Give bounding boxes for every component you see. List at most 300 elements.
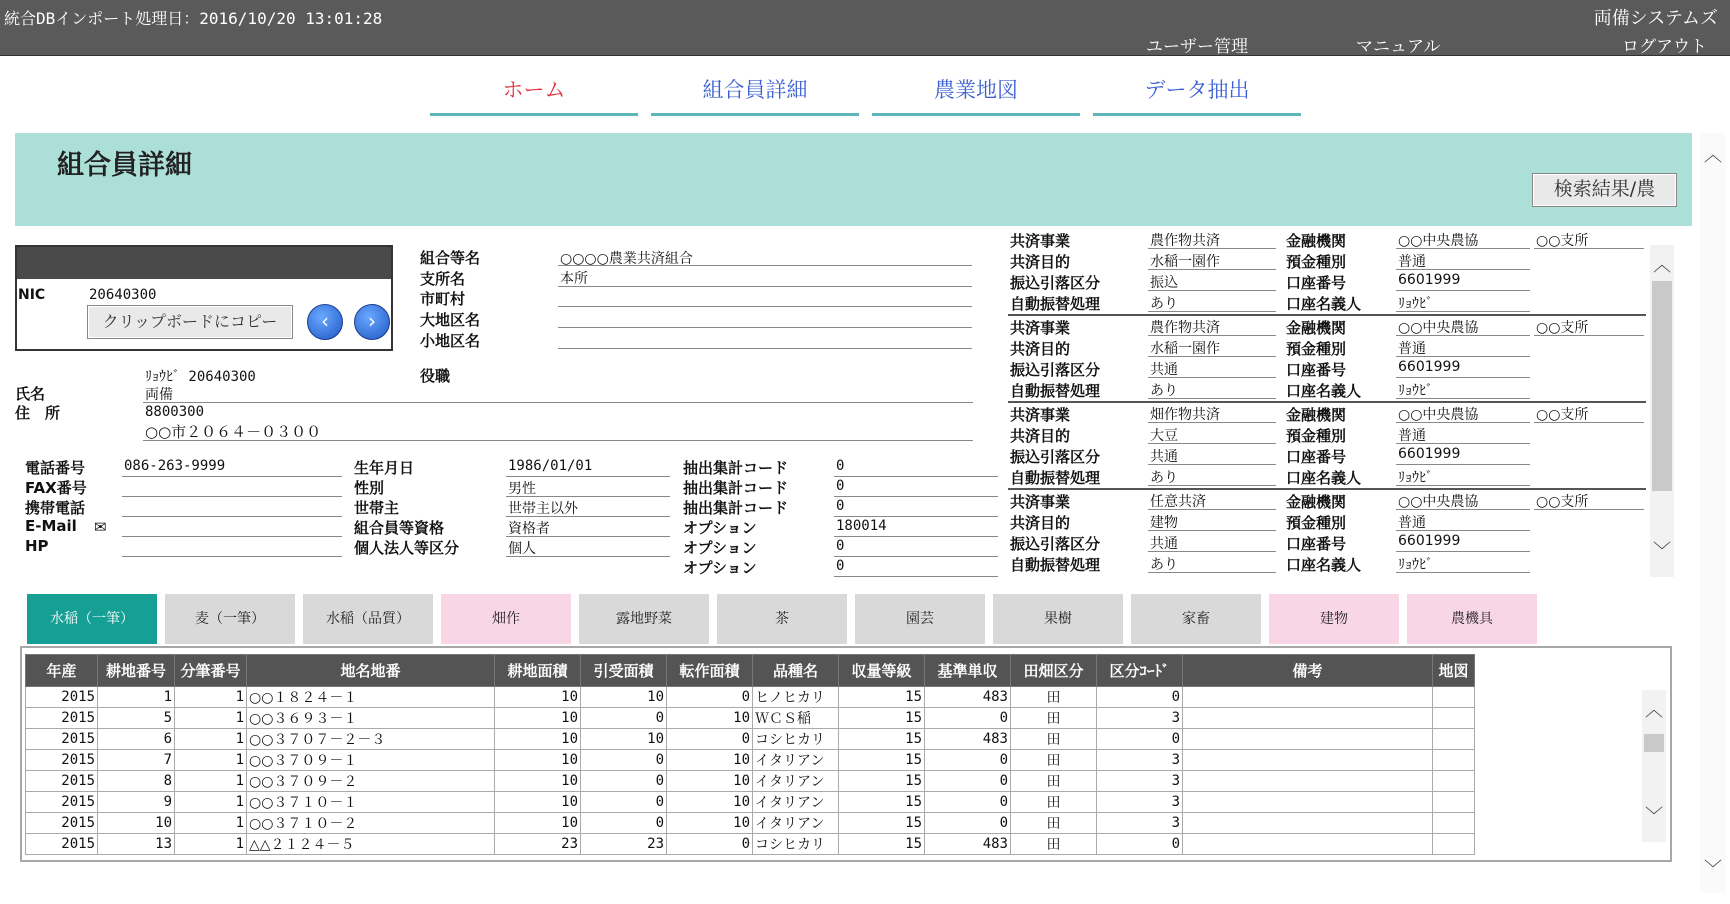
table-cell: 483 [925, 729, 1011, 750]
table-cell: イタリアン [753, 750, 839, 771]
large-area-underline [558, 327, 972, 328]
menu-farm-map[interactable]: 農業地図 [872, 72, 1080, 116]
mutual-purpose-label: 共済目的 [1010, 340, 1071, 358]
mutual-purpose-value-underline [1148, 269, 1276, 270]
mutual-transfer-type-value-underline [1148, 551, 1276, 552]
nic-box [15, 245, 393, 351]
table-cell: 13 [98, 834, 175, 855]
mutual-bank-label: 金融機関 [1286, 232, 1347, 250]
table-cell: 0 [581, 708, 667, 729]
fax-label: FAX番号 [25, 479, 87, 497]
table-cell: 田 [1011, 834, 1097, 855]
phone-value: 086-263-9999 [124, 458, 226, 474]
mutual-business-label: 共済事業 [1010, 319, 1071, 337]
table-cell: 483 [925, 687, 1011, 708]
mutual-transfer-type-label: 振込引落区分 [1010, 535, 1101, 553]
mutual-branch-value: ○○支所 [1536, 494, 1589, 510]
mutual-transfer-type-value-underline [1148, 377, 1276, 378]
address-value: ○○市２０６４－０３００ [145, 423, 322, 441]
mutual-purpose-label: 共済目的 [1010, 427, 1071, 445]
column-header[interactable]: 分筆番号 [175, 655, 247, 687]
mutual-business-label: 共済事業 [1010, 406, 1071, 424]
mutual-branch-value-underline [1534, 422, 1644, 423]
mutual-deposit-type-label: 預金種別 [1286, 514, 1347, 532]
table-cell: 3 [1097, 771, 1183, 792]
mutual-account-no-value-underline [1396, 377, 1530, 378]
small-area-label: 小地区名 [420, 332, 481, 350]
parcel-table [25, 654, 1475, 855]
title-band [15, 133, 1692, 226]
table-cell: 2015 [26, 750, 98, 771]
option-underline-1 [834, 536, 998, 537]
name-underline [143, 402, 973, 403]
mutual-transfer-type-value-underline [1148, 464, 1276, 465]
nic-label: NIC [18, 287, 46, 303]
column-header[interactable]: 耕地面積 [495, 655, 581, 687]
column-header[interactable]: 区分ｺｰﾄﾞ [1097, 655, 1183, 687]
mutual-purpose-value: 水稲一園作 [1150, 341, 1220, 357]
mutual-account-no-value: 6601999 [1398, 446, 1461, 462]
table-cell: 田 [1011, 687, 1097, 708]
mutual-branch-value: ○○支所 [1536, 233, 1589, 249]
table-cell [1183, 687, 1433, 708]
extract-code-label-1: 抽出集計コード [683, 459, 789, 477]
branch-value: 本所 [560, 271, 588, 287]
table-cell: 15 [839, 750, 925, 771]
table-cell: 0 [925, 771, 1011, 792]
extract-code-value-3: 0 [836, 498, 845, 514]
menu-member-detail[interactable]: 組合員詳細 [651, 72, 859, 116]
mutual-branch-value: ○○支所 [1536, 407, 1589, 423]
mutual-deposit-type-value: 普通 [1398, 515, 1426, 531]
table-cell [1433, 813, 1475, 834]
mutual-business-value-underline [1148, 509, 1276, 510]
mutual-transfer-type-label: 振込引落区分 [1010, 274, 1101, 292]
crop-tab[interactable]: 建物 [1269, 594, 1399, 644]
mutual-account-name-label: 口座名義人 [1286, 556, 1362, 574]
mutual-bank-value: ○○中央農協 [1398, 494, 1479, 510]
table-row[interactable] [26, 708, 1475, 729]
table-cell [1183, 834, 1433, 855]
table-cell: コシヒカリ [753, 834, 839, 855]
table-cell: ヒノヒカリ [753, 687, 839, 708]
table-cell: ○○３７１０－２ [247, 813, 495, 834]
mutual-deposit-type-label: 預金種別 [1286, 427, 1347, 445]
mutual-purpose-value: 水稲一園作 [1150, 254, 1220, 270]
mutual-account-no-label: 口座番号 [1286, 361, 1347, 379]
mutual-block-separator [1008, 488, 1646, 490]
table-cell: 10 [98, 813, 175, 834]
table-cell [1433, 834, 1475, 855]
crop-tab[interactable]: 家畜 [1131, 594, 1261, 644]
table-header-row [26, 655, 1475, 687]
table-scroll-up-icon[interactable]: ︿ [1645, 700, 1663, 721]
mutual-bank-value-underline [1396, 248, 1530, 249]
table-cell: 9 [98, 792, 175, 813]
mutual-deposit-type-value: 普通 [1398, 254, 1426, 270]
table-cell: 10 [495, 708, 581, 729]
table-cell: 10 [495, 792, 581, 813]
table-cell: 1 [175, 729, 247, 750]
extract-code-value-2: 0 [836, 478, 845, 494]
mutual-auto-transfer-value: あり [1150, 296, 1178, 312]
mutual-branch-value-underline [1534, 509, 1644, 510]
crop-tab[interactable]: 露地野菜 [579, 594, 709, 644]
table-cell: 7 [98, 750, 175, 771]
table-scroll-thumb[interactable] [1644, 734, 1664, 752]
mutual-auto-transfer-value-underline [1148, 485, 1276, 486]
coop-name-value: ○○○○農業共済組合 [560, 251, 693, 267]
table-row[interactable] [26, 813, 1475, 834]
crop-tab[interactable]: 農機具 [1407, 594, 1537, 644]
column-header[interactable]: 品種名 [753, 655, 839, 687]
table-cell: 10 [667, 750, 753, 771]
table-cell: 0 [667, 687, 753, 708]
gender-value: 男性 [508, 481, 536, 497]
mutual-account-name-value-underline [1396, 311, 1530, 312]
mutual-account-name-label: 口座名義人 [1286, 469, 1362, 487]
table-cell: ○○３７０９－１ [247, 750, 495, 771]
branch-underline [558, 286, 972, 287]
option-value-3: 0 [836, 558, 845, 574]
mutual-bank-value-underline [1396, 422, 1530, 423]
mutual-scroll-thumb[interactable] [1652, 281, 1672, 491]
table-cell: △△２１２４－５ [247, 834, 495, 855]
table-cell: 0 [667, 834, 753, 855]
table-cell: 10 [581, 729, 667, 750]
coop-name-label: 組合等名 [420, 249, 481, 267]
mutual-transfer-type-value: 振込 [1150, 275, 1178, 291]
table-cell [1183, 792, 1433, 813]
table-cell: 田 [1011, 708, 1097, 729]
manual-link[interactable]: マニュアル [1356, 37, 1441, 57]
table-cell: 2015 [26, 834, 98, 855]
mutual-auto-transfer-value-underline [1148, 311, 1276, 312]
qualification-underline [506, 536, 670, 537]
table-cell: 1 [175, 813, 247, 834]
mutual-block-separator [1008, 314, 1646, 316]
mutual-auto-transfer-label: 自動振替処理 [1010, 382, 1101, 400]
table-cell: 15 [839, 834, 925, 855]
menu-data-extract[interactable]: データ抽出 [1093, 72, 1301, 116]
table-cell: イタリアン [753, 771, 839, 792]
table-cell: 10 [495, 729, 581, 750]
mutual-deposit-type-value-underline [1396, 443, 1530, 444]
table-cell: 2015 [26, 792, 98, 813]
previous-record-icon[interactable]: ‹ [307, 304, 343, 340]
logout-link[interactable]: ログアウト [1622, 37, 1707, 57]
table-row[interactable] [26, 750, 1475, 771]
table-cell [1183, 708, 1433, 729]
mutual-bank-label: 金融機関 [1286, 406, 1347, 424]
mutual-auto-transfer-value: あり [1150, 383, 1178, 399]
table-cell: 15 [839, 729, 925, 750]
mutual-branch-value-underline [1534, 248, 1644, 249]
mutual-account-name-value-underline [1396, 572, 1530, 573]
mutual-purpose-value: 建物 [1150, 515, 1178, 531]
mutual-account-name-value: ﾘｮｳﾋﾞ [1398, 383, 1433, 399]
table-cell: 3 [1097, 813, 1183, 834]
mutual-transfer-type-label: 振込引落区分 [1010, 361, 1101, 379]
mutual-aid-scrollbar[interactable] [1650, 245, 1674, 577]
column-header[interactable]: 転作面積 [667, 655, 753, 687]
table-cell: 2015 [26, 771, 98, 792]
birth-label: 生年月日 [354, 459, 415, 477]
table-cell: 0 [1097, 834, 1183, 855]
mutual-purpose-label: 共済目的 [1010, 514, 1071, 532]
table-cell [1433, 750, 1475, 771]
table-cell: 0 [925, 813, 1011, 834]
mutual-auto-transfer-value-underline [1148, 398, 1276, 399]
qualification-label: 組合員等資格 [354, 519, 445, 537]
household-underline [506, 516, 670, 517]
table-cell: 0 [925, 750, 1011, 771]
entity-underline [506, 556, 670, 557]
name-label: 氏名 [15, 385, 46, 403]
crop-tab[interactable]: 水稲（品質） [303, 594, 433, 644]
table-cell: 田 [1011, 729, 1097, 750]
table-cell: 23 [581, 834, 667, 855]
mutual-account-name-value: ﾘｮｳﾋﾞ [1398, 470, 1433, 486]
option-underline-3 [834, 576, 998, 577]
table-cell: 5 [98, 708, 175, 729]
table-cell: ○○１８２４－１ [247, 687, 495, 708]
table-cell: 23 [495, 834, 581, 855]
page-scrollbar[interactable] [1700, 133, 1726, 893]
household-label: 世帯主 [354, 499, 400, 517]
table-cell: 1 [175, 771, 247, 792]
extract-code-value-1: 0 [836, 458, 845, 474]
table-cell: 1 [175, 834, 247, 855]
column-header[interactable]: 田畑区分 [1011, 655, 1097, 687]
next-record-icon[interactable]: › [354, 304, 390, 340]
table-cell: 0 [1097, 687, 1183, 708]
mutual-auto-transfer-value: あり [1150, 557, 1178, 573]
table-cell [1433, 687, 1475, 708]
crop-tab[interactable]: 果樹 [993, 594, 1123, 644]
mutual-business-label: 共済事業 [1010, 493, 1071, 511]
table-cell: 0 [667, 729, 753, 750]
mutual-scroll-down-icon[interactable]: ﹀ [1653, 541, 1671, 562]
entity-label: 個人法人等区分 [354, 539, 460, 557]
column-header[interactable]: 備考 [1183, 655, 1433, 687]
mutual-account-no-label: 口座番号 [1286, 535, 1347, 553]
mobile-label: 携帯電話 [25, 499, 86, 517]
phone-label: 電話番号 [25, 459, 86, 477]
table-cell: ＷＣＳ稲 [753, 708, 839, 729]
mail-icon[interactable]: ✉ [94, 518, 107, 536]
table-cell: 0 [581, 813, 667, 834]
column-header[interactable]: 年産 [26, 655, 98, 687]
column-header[interactable]: 引受面積 [581, 655, 667, 687]
table-cell: 0 [581, 750, 667, 771]
mutual-bank-value: ○○中央農協 [1398, 320, 1479, 336]
table-cell: 10 [667, 771, 753, 792]
mutual-account-no-label: 口座番号 [1286, 448, 1347, 466]
table-scrollbar[interactable] [1642, 690, 1666, 842]
column-header[interactable]: 地名地番 [247, 655, 495, 687]
mutual-business-value-underline [1148, 248, 1276, 249]
mutual-scroll-up-icon[interactable]: ︿ [1653, 255, 1671, 276]
table-cell: 1 [175, 792, 247, 813]
table-cell: 0 [1097, 729, 1183, 750]
household-value: 世帯主以外 [508, 501, 578, 517]
mutual-deposit-type-value-underline [1396, 530, 1530, 531]
table-row[interactable] [26, 771, 1475, 792]
mutual-bank-label: 金融機関 [1286, 493, 1347, 511]
mutual-purpose-label: 共済目的 [1010, 253, 1071, 271]
table-cell [1433, 792, 1475, 813]
mutual-transfer-type-label: 振込引落区分 [1010, 448, 1101, 466]
option-value-1: 180014 [836, 518, 887, 534]
mutual-purpose-value-underline [1148, 443, 1276, 444]
crop-tab[interactable]: 麦（一筆） [165, 594, 295, 644]
small-area-underline [558, 348, 972, 349]
page-title: 組合員詳細 [57, 150, 192, 181]
phone-underline [122, 476, 342, 477]
copy-to-clipboard-button[interactable]: クリップボードにコピー [87, 305, 293, 339]
import-date-text: 統合DBインポート処理日：2016/10/20 13:01:28 [4, 9, 383, 28]
code-underline-3 [834, 516, 998, 517]
option-label-1: オプション [683, 519, 757, 537]
table-cell: イタリアン [753, 813, 839, 834]
table-cell: 3 [1097, 792, 1183, 813]
crop-tab[interactable]: 水稲（一筆） [27, 594, 157, 644]
code-underline-2 [834, 496, 998, 497]
name-value: 両備 [145, 387, 173, 403]
name-kana: ﾘｮｳﾋﾞ 20640300 [145, 369, 256, 385]
mutual-account-no-value: 6601999 [1398, 533, 1461, 549]
mutual-business-value: 農作物共済 [1150, 320, 1220, 336]
table-cell [1183, 729, 1433, 750]
address-underline [143, 440, 973, 441]
table-cell: 15 [839, 792, 925, 813]
mutual-deposit-type-label: 預金種別 [1286, 340, 1347, 358]
crop-tab[interactable]: 園芸 [855, 594, 985, 644]
mutual-business-value: 任意共済 [1150, 494, 1206, 510]
hp-label: HP [25, 537, 49, 555]
mutual-auto-transfer-label: 自動振替処理 [1010, 556, 1101, 574]
table-cell: ○○３７０９－２ [247, 771, 495, 792]
mutual-branch-value: ○○支所 [1536, 320, 1589, 336]
table-cell: ○○３６９３－１ [247, 708, 495, 729]
table-cell: 15 [839, 708, 925, 729]
table-row[interactable] [26, 792, 1475, 813]
mutual-auto-transfer-label: 自動振替処理 [1010, 469, 1101, 487]
table-cell: 2015 [26, 687, 98, 708]
table-cell [1433, 771, 1475, 792]
mutual-account-no-value: 6601999 [1398, 272, 1461, 288]
large-area-label: 大地区名 [420, 311, 481, 329]
table-scroll-down-icon[interactable]: ﹀ [1645, 806, 1663, 827]
birth-value: 1986/01/01 [508, 458, 593, 474]
mutual-deposit-type-value-underline [1396, 356, 1530, 357]
page-scroll-up-icon[interactable]: ︿ [1704, 145, 1722, 166]
option-value-2: 0 [836, 538, 845, 554]
entity-value: 個人 [508, 541, 536, 557]
qualification-value: 資格者 [508, 521, 550, 537]
mutual-deposit-type-value: 普通 [1398, 341, 1426, 357]
mutual-business-value-underline [1148, 422, 1276, 423]
table-cell: 6 [98, 729, 175, 750]
mutual-business-value-underline [1148, 335, 1276, 336]
menu-home[interactable]: ホーム [430, 72, 638, 116]
extract-code-label-3: 抽出集計コード [683, 499, 789, 517]
address-label: 住 所 [15, 404, 61, 422]
top-header [0, 0, 1730, 56]
table-cell: 1 [175, 687, 247, 708]
option-label-2: オプション [683, 539, 757, 557]
column-header[interactable]: 収量等級 [839, 655, 925, 687]
user-management-link[interactable]: ユーザー管理 [1146, 37, 1248, 57]
mutual-business-value: 農作物共済 [1150, 233, 1220, 249]
table-cell: 15 [839, 687, 925, 708]
column-header[interactable]: 地図 [1433, 655, 1475, 687]
mutual-transfer-type-value: 共通 [1150, 449, 1178, 465]
mutual-deposit-type-label: 預金種別 [1286, 253, 1347, 271]
parcel-table-frame [20, 646, 1672, 862]
search-result-button[interactable]: 検索結果/農 [1532, 173, 1677, 207]
table-cell: 0 [581, 771, 667, 792]
mutual-account-name-value: ﾘｮｳﾋﾞ [1398, 296, 1433, 312]
table-row[interactable] [26, 687, 1475, 708]
table-body [26, 687, 1475, 855]
code-underline-1 [834, 476, 998, 477]
mutual-account-no-value-underline [1396, 464, 1530, 465]
mutual-account-no-value-underline [1396, 290, 1530, 291]
postal-code: 8800300 [145, 404, 205, 420]
table-cell: 2015 [26, 708, 98, 729]
mutual-deposit-type-value-underline [1396, 269, 1530, 270]
table-cell [1183, 750, 1433, 771]
table-cell: ○○３７１０－１ [247, 792, 495, 813]
table-cell [1433, 729, 1475, 750]
hp-underline [122, 556, 342, 557]
mutual-purpose-value-underline [1148, 356, 1276, 357]
crop-tab[interactable]: 畑作 [441, 594, 571, 644]
table-cell: コシヒカリ [753, 729, 839, 750]
table-cell: 田 [1011, 813, 1097, 834]
column-header[interactable]: 基準単収 [925, 655, 1011, 687]
mutual-transfer-type-value: 共通 [1150, 362, 1178, 378]
table-cell: 田 [1011, 750, 1097, 771]
table-cell: 1 [175, 750, 247, 771]
nic-value: 20640300 [89, 287, 157, 303]
mutual-transfer-type-value-underline [1148, 290, 1276, 291]
table-cell: 15 [839, 813, 925, 834]
table-cell: 10 [495, 687, 581, 708]
table-row[interactable] [26, 729, 1475, 750]
column-header[interactable]: 耕地番号 [98, 655, 175, 687]
mutual-account-no-value-underline [1396, 551, 1530, 552]
page-scroll-down-icon[interactable]: ﹀ [1704, 859, 1722, 880]
table-cell: 1 [175, 708, 247, 729]
table-cell: ○○３７０７－２－３ [247, 729, 495, 750]
mutual-bank-label: 金融機関 [1286, 319, 1347, 337]
table-cell: 10 [495, 771, 581, 792]
city-label: 市町村 [420, 290, 466, 308]
crop-tab[interactable]: 茶 [717, 594, 847, 644]
gender-label: 性別 [354, 479, 385, 497]
mutual-transfer-type-value: 共通 [1150, 536, 1178, 552]
table-cell: 10 [495, 750, 581, 771]
mutual-auto-transfer-value: あり [1150, 470, 1178, 486]
table-row[interactable] [26, 834, 1475, 855]
table-cell [1433, 708, 1475, 729]
mutual-account-name-value-underline [1396, 398, 1530, 399]
mutual-auto-transfer-value-underline [1148, 572, 1276, 573]
table-cell: 2015 [26, 813, 98, 834]
